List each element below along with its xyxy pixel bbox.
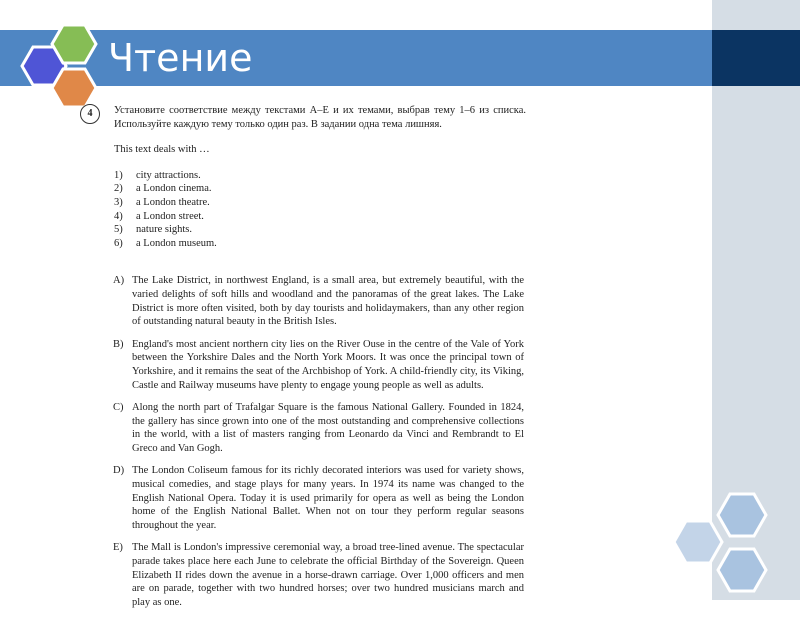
topic-number: 3): [114, 196, 123, 208]
text-item: [80, 338, 530, 392]
task-number: 4: [80, 104, 100, 124]
topic-text: city attractions.: [136, 169, 201, 181]
topic-text: a London museum.: [136, 237, 217, 249]
topic-item: [114, 223, 530, 237]
topic-item: [114, 237, 530, 251]
task-content: [80, 104, 530, 618]
slide-title: Чтение: [108, 36, 253, 80]
topic-item: [114, 196, 530, 210]
topic-number: 1): [114, 169, 123, 181]
text-label: D): [113, 465, 125, 477]
text-item: [80, 541, 530, 609]
topic-text: nature sights.: [136, 224, 192, 236]
topic-number: 4): [114, 210, 123, 222]
topic-number: 6): [114, 237, 123, 249]
topic-text: a London cinema.: [136, 183, 212, 195]
text-body: Along the north part of Trafalgar Square is the famous National Gallery. Founded in 1824, the gallery has since grown into one of the most outstanding and comprehensive collections in the world, with a list of masters ranging from Leonardo da Vinci and Rembrandt to El Greco and Van Gogh.: [132, 402, 524, 454]
topic-number: 2): [114, 183, 123, 195]
topic-text: a London street.: [136, 210, 204, 222]
text-body: England's most ancient northern city lies on the River Ouse in the centre of the Vale of York between the Yorkshire Dales and the North York Moors. It was once the principal town of Yorkshire, and it remains the seat of the Archbishop of York. A child-friendly city, its Viking, Castle and Railway museums have plenty to engage young people as well as adults.: [132, 338, 524, 391]
topic-text: a London theatre.: [136, 196, 210, 208]
task-instruction: Установите соответствие между текстами A–E и их темами, выбрав тему 1–6 из списка. Используйте каждую тему только один раз. В задании одна тема лишняя.: [114, 105, 526, 130]
hexagon-decoration-icon: [670, 490, 800, 600]
topic-item: [114, 182, 530, 196]
text-item: [80, 401, 530, 455]
text-label: B): [113, 338, 124, 350]
topic-item: [114, 169, 530, 183]
text-body: The London Coliseum famous for its richly decorated interiors was used for variety shows, musical comedies, and stage plays for many years. In 1974 its name was changed to the English National Opera. Today it is used primarily for opera as well as being the London home of the English National Ballet. When not on tour they perform regular seasons throughout the year.: [132, 465, 524, 531]
hexagon-logo-icon: [8, 16, 108, 106]
text-label: C): [113, 402, 124, 414]
text-label: E): [113, 542, 123, 554]
text-item: [80, 464, 530, 532]
text-body: The Lake District, in northwest England, is a small area, but extremely beautiful, with the varied delights of soft hills and woodland and the panoramas of the great lakes. The Lake District is more often visited, both by day tourists and holidaymakers, than any other region of outstanding natural beauty in the British Isles.: [132, 275, 524, 328]
topic-list: [114, 169, 530, 251]
topic-number: 5): [114, 224, 123, 236]
task-lead: This text deals with …: [114, 144, 210, 156]
title-band-accent: [712, 30, 800, 86]
text-item: [80, 274, 530, 328]
text-list: [80, 274, 530, 609]
text-label: A): [113, 275, 125, 287]
text-body: The Mall is London's impressive ceremonial way, a broad tree-lined avenue. The spectacular parade takes place here each June to celebrate the official Birthday of the Sovereign. Queen Elizabeth II rides down the avenue in a horse-drawn carriage. Over 1,000 officers and men are on parade, together with two hundred horses; over two hundred musicians march and play as one.: [132, 542, 524, 608]
topic-item: [114, 210, 530, 224]
